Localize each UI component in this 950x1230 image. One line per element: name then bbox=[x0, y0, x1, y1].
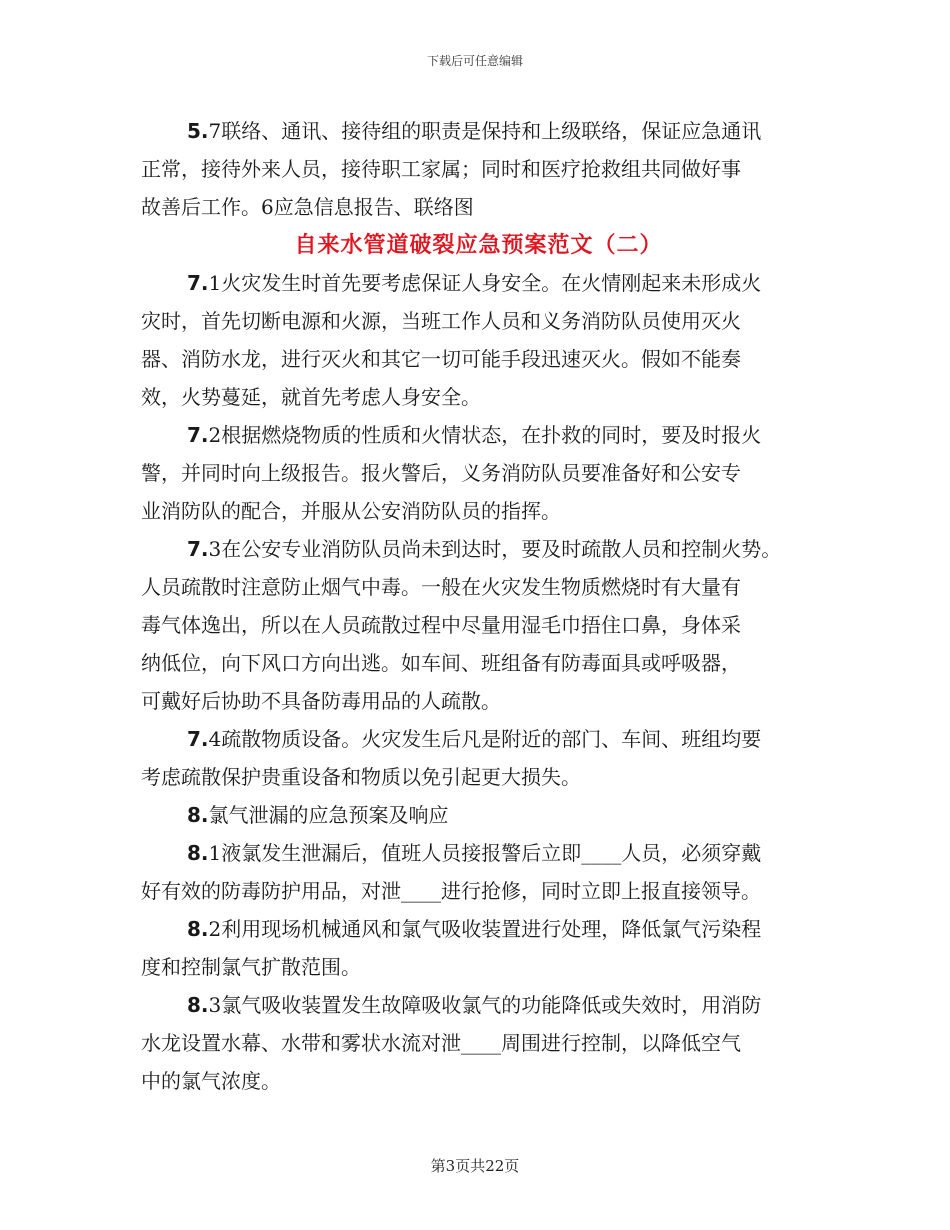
paragraph-5-7 bbox=[141, 112, 816, 226]
text-line: 5.7联络、通讯、接待组的职责是保持和上级联络，保证应急通讯 bbox=[187, 119, 762, 143]
text-line: 好有效的防毒防护用品，对泄____进行抢修，同时立即上报直接领导。 bbox=[141, 879, 761, 903]
text-line: 7.3在公安专业消防队员尚未到达时，要及时疏散人员和控制火势。 bbox=[187, 537, 782, 561]
paragraph-8 bbox=[141, 796, 816, 834]
text-line: 度和控制氯气扩散范围。 bbox=[141, 955, 361, 979]
text-line: 人员疏散时注意防止烟气中毒。一般在火灾发生物质燃烧时有大量有 bbox=[141, 575, 741, 599]
page-number: 第3页共22页 bbox=[430, 1157, 520, 1175]
text-line: 7.2根据燃烧物质的性质和火情状态，在扑救的同时，要及时报火 bbox=[187, 423, 762, 447]
text-line: 可戴好后协助不具备防毒用品的人疏散。 bbox=[141, 689, 501, 713]
text-line: 中的氯气浓度。 bbox=[141, 1069, 281, 1093]
text-line: 灾时，首先切断电源和火源，当班工作人员和义务消防队员使用灭火 bbox=[141, 309, 741, 333]
text-line: 纳低位，向下风口方向出逃。如车间、班组备有防毒面具或呼吸器， bbox=[141, 651, 741, 675]
section-title: 自来水管道破裂应急预案范文（二） bbox=[294, 232, 663, 258]
text-line: 7.1火灾发生时首先要考虑保证人身安全。在火情刚起来未形成火 bbox=[187, 271, 762, 295]
paragraph-7-4 bbox=[141, 720, 816, 796]
paragraph-7-1 bbox=[141, 264, 816, 416]
text-line: 器、消防水龙，进行灭火和其它一切可能手段迅速灭火。假如不能奏 bbox=[141, 347, 741, 371]
section-number: 7. bbox=[187, 423, 209, 447]
section-number: 5. bbox=[187, 119, 209, 143]
text-line: 效，火势蔓延，就首先考虑人身安全。 bbox=[141, 385, 481, 409]
section-number: 7. bbox=[187, 727, 209, 751]
text-line: 考虑疏散保护贵重设备和物质以免引起更大损失。 bbox=[141, 765, 581, 789]
text-line: 8.1液氯发生泄漏后，值班人员接报警后立即____人员，必须穿戴 bbox=[187, 841, 762, 865]
header-note: 下载后可任意编辑 bbox=[426, 54, 523, 68]
text-line: 7.4疏散物质设备。火灾发生后凡是附近的部门、车间、班组均要 bbox=[187, 727, 762, 751]
text-line: 8.3氯气吸收装置发生故障吸收氯气的功能降低或失效时，用消防 bbox=[187, 993, 762, 1017]
text-line: 警，并同时向上级报告。报火警后，义务消防队员要准备好和公安专 bbox=[141, 461, 741, 485]
text-line: 水龙设置水幕、水带和雾状水流对泄____周围进行控制，以降低空气 bbox=[141, 1031, 741, 1055]
text-line: 业消防队的配合，并服从公安消防队员的指挥。 bbox=[141, 499, 561, 523]
text-line: 8.氯气泄漏的应急预案及响应 bbox=[187, 803, 449, 827]
section-number: 8. bbox=[187, 993, 209, 1017]
text-line: 8.2利用现场机械通风和氯气吸收装置进行处理，降低氯气污染程 bbox=[187, 917, 762, 941]
section-number: 8. bbox=[187, 841, 209, 865]
paragraph-8-2 bbox=[141, 910, 816, 986]
section-number: 8. bbox=[187, 917, 209, 941]
section-number: 7. bbox=[187, 537, 209, 561]
text-line: 故善后工作。6应急信息报告、联络图 bbox=[141, 195, 474, 219]
paragraph-8-1 bbox=[141, 834, 816, 910]
paragraph-7-3 bbox=[141, 530, 816, 720]
text-line: 毒气体逸出，所以在人员疏散过程中尽量用湿毛巾捂住口鼻，身体采 bbox=[141, 613, 741, 637]
document-body bbox=[141, 112, 816, 1100]
paragraph-8-3 bbox=[141, 986, 816, 1100]
paragraph-7-2 bbox=[141, 416, 816, 530]
section-number: 7. bbox=[187, 271, 209, 295]
text-line: 正常，接待外来人员，接待职工家属；同时和医疗抢救组共同做好事 bbox=[141, 157, 741, 181]
section-number: 8. bbox=[187, 803, 209, 827]
